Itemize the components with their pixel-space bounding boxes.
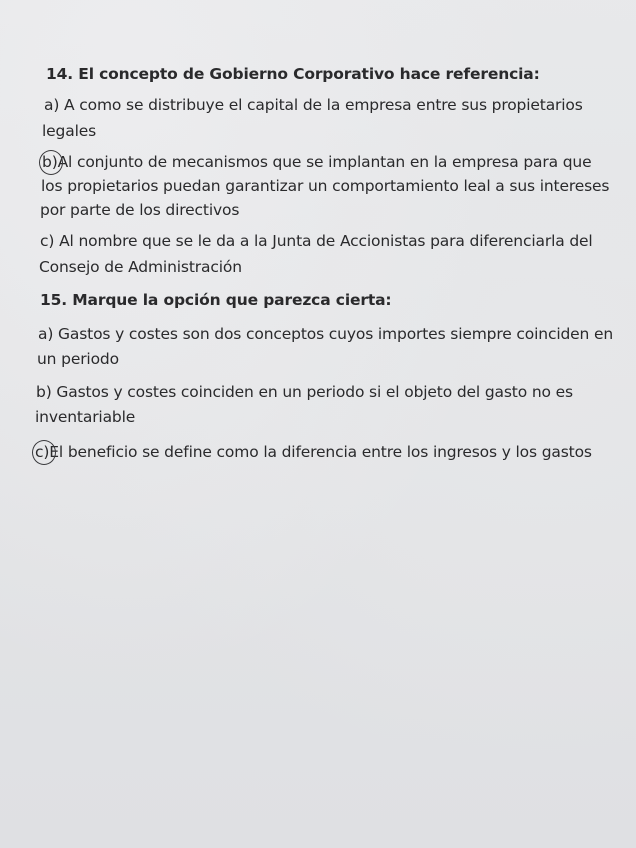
question-14-title: 14. El concepto de Gobierno Corporativo hace referencia: [46,65,540,83]
q14-option-c [40,232,593,250]
q15-option-b-letter: b) [36,383,52,401]
q15-option-b-text-2: inventariable [35,408,136,426]
q15-option-c [35,443,592,461]
q14-option-a [44,96,583,114]
q15-option-a-text-1: Gastos y costes son dos conceptos cuyos importes siempre coinciden en [58,325,614,343]
q15-option-b-text-1: Gastos y costes coinciden en un periodo si el objeto del gasto no es [56,383,573,401]
q14-option-b-text-3: por parte de los directivos [40,201,240,219]
q14-option-b-text-2: los propietarios puedan garantizar un comportamiento leal a sus intereses [41,177,610,195]
q14-option-c-letter: c) [40,232,55,250]
q14-option-a-text-1: A como se distribuye el capital de la empresa entre sus propietarios [64,96,583,114]
q15-option-c-text-1: El beneficio se define como la diferencia entre los ingresos y los gastos [49,443,592,461]
q15-option-a-text-2: un periodo [37,350,119,368]
q15-option-c-letter-circled: c) [35,443,50,461]
q14-option-b [42,153,591,171]
q14-option-b-letter-circled: b) [42,153,58,171]
q15-option-b [36,383,573,401]
q14-option-c-text-1: Al nombre que se le da a la Junta de Accionistas para diferenciarla del [59,232,593,250]
question-15-title: 15. Marque la opción que parezca cierta: [40,291,392,309]
q14-option-b-text-1: Al conjunto de mecanismos que se implantan en la empresa para que [57,153,592,171]
q15-option-a [38,325,613,343]
q14-option-a-letter: a) [44,96,60,114]
q15-option-a-letter: a) [38,325,54,343]
q14-option-c-text-2: Consejo de Administración [39,258,242,276]
q14-option-a-text-2: legales [42,122,97,140]
